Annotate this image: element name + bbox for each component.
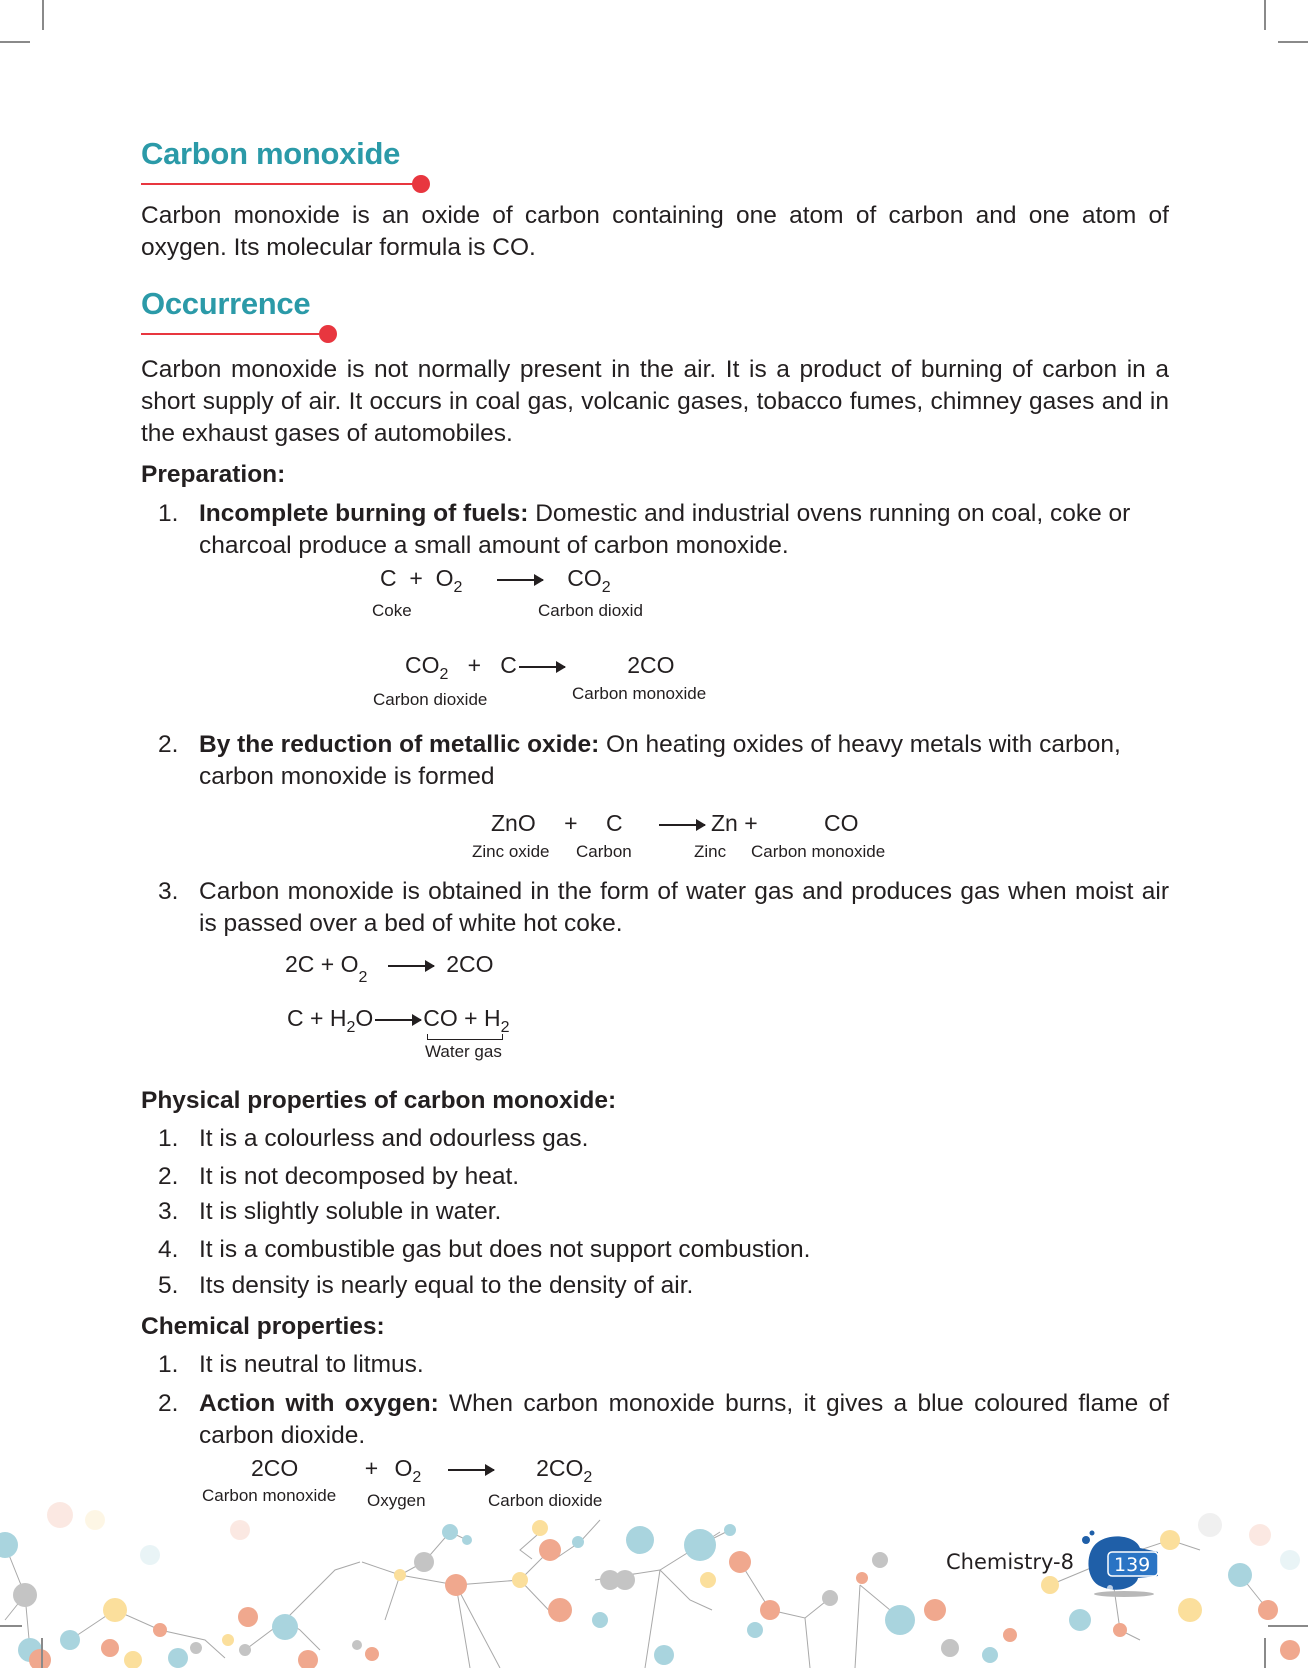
reactants: O — [355, 1005, 374, 1031]
label-carbon-dioxide: Carbon dioxide — [488, 1491, 603, 1510]
plus-sign: + — [467, 652, 482, 678]
reactant: C — [380, 565, 397, 591]
equation-water-gas — [287, 1005, 509, 1037]
product: CO — [824, 810, 859, 836]
reactant: C — [605, 810, 623, 836]
label-zinc: Zinc — [694, 842, 727, 861]
subscript: 2 — [453, 579, 463, 596]
label-water-gas: Water gas — [425, 1042, 502, 1061]
footer-book-title: Chemistry-8 — [946, 1550, 1074, 1574]
label-oxygen: Oxygen — [367, 1491, 426, 1510]
title-underline — [141, 183, 421, 185]
physical-properties-heading: Physical properties of carbon monoxide: — [141, 1087, 617, 1114]
list-number: 1. — [158, 1351, 179, 1378]
title-underline — [141, 333, 323, 335]
reactants: 2C + O — [285, 951, 359, 977]
physical-item — [158, 1270, 1169, 1302]
label-carbon-monoxide: Carbon monoxide — [751, 842, 886, 861]
item-text: Carbon monoxide is obtained in the form of water gas and produces gas when moist air is passed over a bed of white hot coke. — [199, 878, 1169, 937]
underline-dot — [412, 175, 430, 193]
physical-item — [158, 1123, 1169, 1155]
reactant: CO — [405, 652, 440, 678]
section-title-carbon-monoxide: Carbon monoxide — [141, 136, 401, 171]
occurrence-text: Carbon monoxide is not normally present in the air. It is a product of burning of carbon in a short supply of air. It occurs in coal gas, volcanic gases, tobacco fumes, chimney gases and in the exhaust gases of automobiles. — [141, 356, 1169, 447]
preparation-heading: Preparation: — [141, 461, 286, 488]
list-number: 3. — [158, 878, 179, 905]
equation-coke-combustion — [380, 565, 611, 597]
carbon-monoxide-definition: Carbon monoxide is an oxide of carbon containing one atom of carbon and one atom of oxygen. Its molecular formula is CO. — [141, 202, 1169, 261]
reactant: 2CO — [251, 1455, 299, 1481]
label-carbon: Carbon — [576, 842, 632, 861]
item-bold-lead: By the reduction of metallic oxide: — [199, 731, 600, 758]
list-number: 2. — [158, 1390, 179, 1417]
equation-zinc-oxide-reduction — [491, 810, 859, 837]
list-number: 1. — [158, 500, 179, 527]
page-number-badge — [1078, 1530, 1164, 1598]
underline-dot — [319, 325, 337, 343]
preparation-item-1 — [158, 498, 1169, 562]
reactant: ZnO — [491, 810, 536, 836]
water-gas-bracket — [427, 1034, 503, 1040]
reactant: O — [394, 1455, 413, 1481]
reactants: C + H — [287, 1005, 347, 1031]
list-number: 3. — [158, 1198, 179, 1225]
products: CO + H — [423, 1005, 501, 1031]
plus-sign: + — [364, 1455, 379, 1481]
equation-carbon-partial-oxidation — [285, 951, 494, 987]
plus-sign: + — [564, 810, 578, 836]
item-text: It is neutral to litmus. — [199, 1351, 424, 1378]
subscript: 2 — [601, 579, 611, 596]
equation-co-combustion — [251, 1455, 592, 1487]
crop-mark-top-left-v — [42, 0, 44, 30]
subscript: 2 — [346, 1019, 356, 1036]
crop-mark-top-left-h — [0, 41, 30, 43]
crop-mark-top-right-v — [1264, 0, 1266, 30]
subscript: 2 — [412, 1469, 422, 1486]
physical-item — [158, 1196, 1169, 1228]
preparation-item-3 — [158, 876, 1169, 940]
item-text: It is a combustible gas but does not support combustion. — [199, 1236, 811, 1263]
reaction-arrow-icon — [497, 579, 543, 581]
physical-item — [158, 1161, 1169, 1193]
item-text: It is slightly soluble in water. — [199, 1198, 502, 1225]
item-text: It is a colourless and odourless gas. — [199, 1125, 589, 1152]
label-carbon-monoxide: Carbon monoxide — [572, 684, 707, 703]
list-number: 4. — [158, 1236, 179, 1263]
label-coke: Coke — [372, 601, 412, 620]
item-text: Its density is nearly equal to the density of air. — [199, 1272, 694, 1299]
section-title-occurrence: Occurrence — [141, 286, 311, 321]
item-text: It is not decomposed by heat. — [199, 1163, 520, 1190]
chemical-item — [158, 1388, 1169, 1452]
subscript: 2 — [583, 1469, 593, 1486]
reaction-arrow-icon — [519, 666, 565, 668]
subscript: 2 — [500, 1019, 510, 1036]
list-number: 2. — [158, 1163, 179, 1190]
reactant: O — [435, 565, 454, 591]
physical-item — [158, 1234, 1169, 1266]
equation-co2-reduction — [405, 652, 675, 684]
chemical-properties-heading: Chemical properties: — [141, 1313, 385, 1340]
label-carbon-dioxide: Carbon dioxide — [373, 690, 488, 709]
crop-mark-top-right-h — [1278, 41, 1308, 43]
label-carbon-dioxide: Carbon dioxid — [538, 601, 647, 620]
reaction-arrow-icon — [388, 965, 434, 967]
product: 2CO — [446, 951, 494, 977]
item-text: Domestic and industrial ovens running on coal, coke or charcoal produce a small amount of carbon monoxide. — [199, 500, 1131, 559]
preparation-item-2 — [158, 729, 1169, 793]
list-number: 2. — [158, 731, 179, 758]
product: 2CO — [536, 1455, 584, 1481]
chemical-item — [158, 1349, 1169, 1381]
subscript: 2 — [358, 969, 368, 986]
reaction-arrow-icon — [375, 1019, 421, 1021]
product: CO — [567, 565, 602, 591]
product: 2CO — [627, 652, 675, 678]
item-text: When carbon monoxide burns, it gives a blue coloured flame of carbon dioxide. — [199, 1390, 1170, 1449]
label-zinc-oxide: Zinc oxide — [472, 842, 550, 861]
item-bold-lead: Incomplete burning of fuels: — [199, 500, 529, 527]
reaction-arrow-icon — [659, 824, 705, 826]
product: Zn + — [710, 810, 758, 836]
reaction-arrow-icon — [448, 1469, 494, 1471]
reactant: C — [500, 652, 517, 678]
subscript: 2 — [439, 666, 449, 683]
page-number: 139 — [1114, 1554, 1151, 1576]
item-text: On heating oxides of heavy metals with carbon, carbon monoxide is formed — [199, 731, 1121, 790]
list-number: 1. — [158, 1125, 179, 1152]
list-number: 5. — [158, 1272, 179, 1299]
label-carbon-monoxide: Carbon monoxide — [202, 1486, 337, 1505]
item-bold-lead: Action with oxygen: — [199, 1390, 439, 1417]
plus-sign: + — [409, 565, 423, 591]
